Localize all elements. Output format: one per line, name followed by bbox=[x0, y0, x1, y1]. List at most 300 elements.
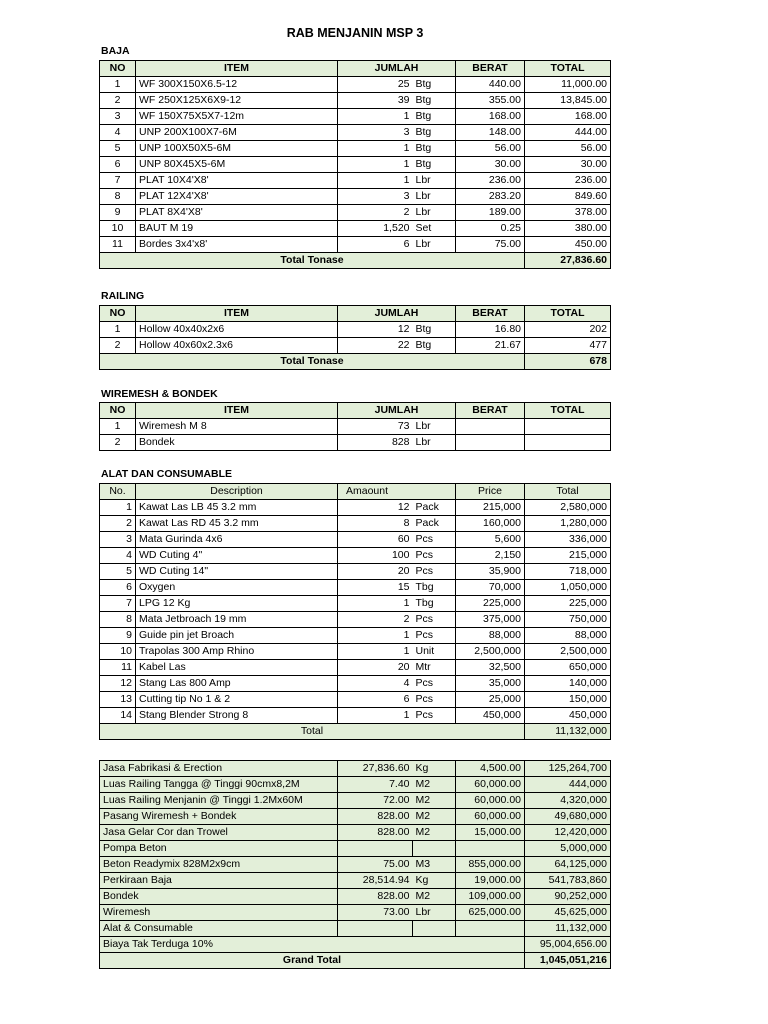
cell-item: UNP 200X100X7-6M bbox=[136, 125, 338, 141]
cell-qty: 12 bbox=[338, 500, 413, 516]
table-row bbox=[100, 660, 611, 676]
cell-no: 2 bbox=[100, 338, 136, 354]
cell-berat: 283.20 bbox=[456, 189, 525, 205]
header-jumlah: JUMLAH bbox=[338, 403, 456, 419]
summary-qty: 828.00 bbox=[338, 889, 413, 905]
cell-qty: 1,520 bbox=[338, 221, 413, 237]
cell-qty: 1 bbox=[338, 157, 413, 173]
total-row bbox=[100, 253, 611, 269]
header-no: NO bbox=[100, 306, 136, 322]
cell-berat: 189.00 bbox=[456, 205, 525, 221]
cell-qty: 828 bbox=[338, 435, 413, 451]
summary-qty: 7.40 bbox=[338, 777, 413, 793]
cell-no: 5 bbox=[100, 141, 136, 157]
table-row bbox=[100, 77, 611, 93]
table-row bbox=[100, 237, 611, 253]
grand-total-label: Grand Total bbox=[100, 953, 525, 969]
header-berat: Price bbox=[456, 484, 525, 500]
cell-item: UNP 100X50X5-6M bbox=[136, 141, 338, 157]
summary-price: 19,000.00 bbox=[456, 873, 525, 889]
cell-unit: Tbg bbox=[413, 580, 456, 596]
cell-qty: 1 bbox=[338, 644, 413, 660]
total-row bbox=[100, 724, 611, 740]
cell-total: 56.00 bbox=[525, 141, 611, 157]
cell-price: 32,500 bbox=[456, 660, 525, 676]
cell-unit: Mtr bbox=[413, 660, 456, 676]
header-berat: BERAT bbox=[456, 61, 525, 77]
cell-item: WF 150X75X5X7-12m bbox=[136, 109, 338, 125]
cell-qty: 15 bbox=[338, 580, 413, 596]
summary-unit: M2 bbox=[413, 777, 456, 793]
summary-price: 60,000.00 bbox=[456, 777, 525, 793]
cell-no: 10 bbox=[100, 221, 136, 237]
summary-total: 11,132,000 bbox=[525, 921, 611, 937]
cell-unit: Pcs bbox=[413, 532, 456, 548]
cell-unit: Pcs bbox=[413, 564, 456, 580]
summary-unit: M2 bbox=[413, 793, 456, 809]
cell-item: Hollow 40x40x2x6 bbox=[136, 322, 338, 338]
cell-total: 236.00 bbox=[525, 173, 611, 189]
summary-desc: Beton Readymix 828M2x9cm bbox=[100, 857, 338, 873]
table-row bbox=[100, 157, 611, 173]
cell-qty: 4 bbox=[338, 676, 413, 692]
summary-total: 125,264,700 bbox=[525, 761, 611, 777]
cell-item: BAUT M 19 bbox=[136, 221, 338, 237]
summary-desc: Bondek bbox=[100, 889, 338, 905]
summary-unit: M3 bbox=[413, 857, 456, 873]
cell-unit: Pack bbox=[413, 516, 456, 532]
cell-item: Mata Gurinda 4x6 bbox=[136, 532, 338, 548]
cell-qty: 6 bbox=[338, 692, 413, 708]
railing-table bbox=[99, 305, 611, 370]
cell-price: 2,150 bbox=[456, 548, 525, 564]
summary-total: 64,125,000 bbox=[525, 857, 611, 873]
header-total: TOTAL bbox=[525, 61, 611, 77]
cell-total: 30.00 bbox=[525, 157, 611, 173]
total-value: 678 bbox=[525, 354, 611, 370]
cell-no: 3 bbox=[100, 532, 136, 548]
cell-no: 4 bbox=[100, 125, 136, 141]
cell-berat: 21.67 bbox=[456, 338, 525, 354]
cell-item: WF 250X125X6X9-12 bbox=[136, 93, 338, 109]
cell-berat: 16.80 bbox=[456, 322, 525, 338]
cell-total: 450.00 bbox=[525, 237, 611, 253]
cell-total: 336,000 bbox=[525, 532, 611, 548]
total-label: Total bbox=[100, 724, 525, 740]
cell-no: 3 bbox=[100, 109, 136, 125]
cell-no: 11 bbox=[100, 660, 136, 676]
cell-qty: 20 bbox=[338, 564, 413, 580]
summary-price: 625,000.00 bbox=[456, 905, 525, 921]
cell-item: WD Cuting 14" bbox=[136, 564, 338, 580]
cell-qty: 3 bbox=[338, 189, 413, 205]
cell-no: 1 bbox=[100, 77, 136, 93]
summary-price bbox=[456, 921, 525, 937]
summary-qty: 72.00 bbox=[338, 793, 413, 809]
table-row bbox=[100, 205, 611, 221]
cell-qty: 39 bbox=[338, 93, 413, 109]
header-berat: BERAT bbox=[456, 306, 525, 322]
summary-total: 45,625,000 bbox=[525, 905, 611, 921]
cell-unit: Lbr bbox=[413, 173, 456, 189]
summary-row bbox=[100, 825, 611, 841]
cell-unit: Pcs bbox=[413, 676, 456, 692]
summary-desc: Biaya Tak Terduga 10% bbox=[100, 937, 525, 953]
summary-row bbox=[100, 793, 611, 809]
cell-qty: 1 bbox=[338, 628, 413, 644]
table-row bbox=[100, 419, 611, 435]
cell-item: PLAT 10X4'X8' bbox=[136, 173, 338, 189]
cell-unit: Pcs bbox=[413, 692, 456, 708]
summary-unit: Kg bbox=[413, 761, 456, 777]
header-jumlah: JUMLAH bbox=[338, 61, 456, 77]
cell-berat bbox=[456, 435, 525, 451]
cell-unit: Pcs bbox=[413, 628, 456, 644]
cell-no: 8 bbox=[100, 612, 136, 628]
summary-qty: 828.00 bbox=[338, 825, 413, 841]
cell-price: 160,000 bbox=[456, 516, 525, 532]
cell-item: Bondek bbox=[136, 435, 338, 451]
cell-unit: Pcs bbox=[413, 708, 456, 724]
summary-unit bbox=[413, 921, 456, 937]
cell-total: 215,000 bbox=[525, 548, 611, 564]
cell-no: 13 bbox=[100, 692, 136, 708]
cell-berat: 75.00 bbox=[456, 237, 525, 253]
header-item: ITEM bbox=[136, 61, 338, 77]
cell-no: 1 bbox=[100, 419, 136, 435]
summary-qty: 75.00 bbox=[338, 857, 413, 873]
summary-unit: Lbr bbox=[413, 905, 456, 921]
cell-price: 450,000 bbox=[456, 708, 525, 724]
cell-berat: 148.00 bbox=[456, 125, 525, 141]
table-row bbox=[100, 516, 611, 532]
table-row bbox=[100, 708, 611, 724]
cell-no: 12 bbox=[100, 676, 136, 692]
summary-row bbox=[100, 873, 611, 889]
table-row bbox=[100, 548, 611, 564]
cell-unit: Btg bbox=[413, 93, 456, 109]
alat-table bbox=[99, 483, 611, 740]
header-no: No. bbox=[100, 484, 136, 500]
cell-qty: 73 bbox=[338, 419, 413, 435]
summary-total: 5,000,000 bbox=[525, 841, 611, 857]
cell-berat: 168.00 bbox=[456, 109, 525, 125]
cell-item: WD Cuting 4" bbox=[136, 548, 338, 564]
cell-price: 225,000 bbox=[456, 596, 525, 612]
cell-unit: Btg bbox=[413, 322, 456, 338]
cell-item: Trapolas 300 Amp Rhino bbox=[136, 644, 338, 660]
cell-total: 718,000 bbox=[525, 564, 611, 580]
section-label-alat: ALAT DAN CONSUMABLE bbox=[101, 468, 233, 480]
cell-total: 88,000 bbox=[525, 628, 611, 644]
cell-berat: 56.00 bbox=[456, 141, 525, 157]
summary-total: 444,000 bbox=[525, 777, 611, 793]
cell-no: 7 bbox=[100, 596, 136, 612]
cell-no: 9 bbox=[100, 205, 136, 221]
cell-qty: 2 bbox=[338, 612, 413, 628]
header-total: TOTAL bbox=[525, 403, 611, 419]
cell-no: 1 bbox=[100, 500, 136, 516]
total-label: Total Tonase bbox=[100, 253, 525, 269]
cell-qty: 22 bbox=[338, 338, 413, 354]
cell-item: Cutting tip No 1 & 2 bbox=[136, 692, 338, 708]
summary-row bbox=[100, 841, 611, 857]
cell-total: 378.00 bbox=[525, 205, 611, 221]
cell-total bbox=[525, 435, 611, 451]
table-row bbox=[100, 612, 611, 628]
section-label-baja: BAJA bbox=[101, 45, 130, 57]
baja-table bbox=[99, 60, 611, 269]
total-value: 27,836.60 bbox=[525, 253, 611, 269]
table-row bbox=[100, 221, 611, 237]
cell-unit: Set bbox=[413, 221, 456, 237]
cell-qty: 8 bbox=[338, 516, 413, 532]
cell-item: Hollow 40x60x2.3x6 bbox=[136, 338, 338, 354]
cell-item: Kawat Las LB 45 3.2 mm bbox=[136, 500, 338, 516]
cell-item: Mata Jetbroach 19 mm bbox=[136, 612, 338, 628]
summary-desc: Luas Railing Tangga @ Tinggi 90cmx8,2M bbox=[100, 777, 338, 793]
table-row bbox=[100, 564, 611, 580]
cell-price: 215,000 bbox=[456, 500, 525, 516]
cell-item: UNP 80X45X5-6M bbox=[136, 157, 338, 173]
summary-unit: M2 bbox=[413, 889, 456, 905]
cell-berat: 236.00 bbox=[456, 173, 525, 189]
cell-total: 450,000 bbox=[525, 708, 611, 724]
cell-unit: Lbr bbox=[413, 237, 456, 253]
summary-qty bbox=[338, 841, 413, 857]
summary-row bbox=[100, 777, 611, 793]
cell-item: WF 300X150X6.5-12 bbox=[136, 77, 338, 93]
cell-item: Guide pin jet Broach bbox=[136, 628, 338, 644]
header-no: NO bbox=[100, 61, 136, 77]
summary-row bbox=[100, 857, 611, 873]
table-row bbox=[100, 173, 611, 189]
cell-no: 8 bbox=[100, 189, 136, 205]
total-value: 11,132,000 bbox=[525, 724, 611, 740]
cell-no: 14 bbox=[100, 708, 136, 724]
cell-unit: Pcs bbox=[413, 548, 456, 564]
cell-unit: Tbg bbox=[413, 596, 456, 612]
summary-desc: Perkiraan Baja bbox=[100, 873, 338, 889]
summary-price: 109,000.00 bbox=[456, 889, 525, 905]
header-total: TOTAL bbox=[525, 306, 611, 322]
table-row bbox=[100, 338, 611, 354]
header-berat: BERAT bbox=[456, 403, 525, 419]
cell-item: Wiremesh M 8 bbox=[136, 419, 338, 435]
cell-total: 150,000 bbox=[525, 692, 611, 708]
cell-total: 2,500,000 bbox=[525, 644, 611, 660]
header-total: Total bbox=[525, 484, 611, 500]
summary-total: 49,680,000 bbox=[525, 809, 611, 825]
cell-unit: Lbr bbox=[413, 419, 456, 435]
cell-price: 35,900 bbox=[456, 564, 525, 580]
table-row bbox=[100, 322, 611, 338]
table-header-row bbox=[100, 61, 611, 77]
cell-total: 202 bbox=[525, 322, 611, 338]
cell-price: 70,000 bbox=[456, 580, 525, 596]
summary-desc: Alat & Consumable bbox=[100, 921, 338, 937]
cell-item: Stang Blender Strong 8 bbox=[136, 708, 338, 724]
cell-no: 7 bbox=[100, 173, 136, 189]
cell-no: 5 bbox=[100, 564, 136, 580]
summary-price: 4,500.00 bbox=[456, 761, 525, 777]
summary-price: 15,000.00 bbox=[456, 825, 525, 841]
summary-row bbox=[100, 921, 611, 937]
table-row bbox=[100, 93, 611, 109]
cell-berat: 0.25 bbox=[456, 221, 525, 237]
table-header-row bbox=[100, 403, 611, 419]
cell-unit: Lbr bbox=[413, 435, 456, 451]
cell-total: 1,280,000 bbox=[525, 516, 611, 532]
cell-total: 477 bbox=[525, 338, 611, 354]
section-label-wiremesh: WIREMESH & BONDEK bbox=[101, 388, 218, 400]
cell-unit: Btg bbox=[413, 109, 456, 125]
table-row bbox=[100, 580, 611, 596]
header-item: ITEM bbox=[136, 306, 338, 322]
cell-item: LPG 12 Kg bbox=[136, 596, 338, 612]
cell-total: 225,000 bbox=[525, 596, 611, 612]
section-label-railing: RAILING bbox=[101, 290, 145, 302]
header-no: NO bbox=[100, 403, 136, 419]
summary-total: 95,004,656.00 bbox=[525, 937, 611, 953]
summary-table bbox=[99, 760, 611, 969]
total-row bbox=[100, 354, 611, 370]
cell-total: 444.00 bbox=[525, 125, 611, 141]
cell-item: Stang Las 800 Amp bbox=[136, 676, 338, 692]
cell-qty: 1 bbox=[338, 708, 413, 724]
cell-qty: 20 bbox=[338, 660, 413, 676]
cell-berat: 355.00 bbox=[456, 93, 525, 109]
cell-total: 750,000 bbox=[525, 612, 611, 628]
summary-total: 12,420,000 bbox=[525, 825, 611, 841]
summary-price: 60,000.00 bbox=[456, 793, 525, 809]
summary-qty bbox=[338, 921, 413, 937]
cell-total: 380.00 bbox=[525, 221, 611, 237]
table-row bbox=[100, 189, 611, 205]
summary-desc: Wiremesh bbox=[100, 905, 338, 921]
table-row bbox=[100, 125, 611, 141]
summary-desc: Pasang Wiremesh + Bondek bbox=[100, 809, 338, 825]
table-row bbox=[100, 141, 611, 157]
cell-no: 11 bbox=[100, 237, 136, 253]
summary-row bbox=[100, 809, 611, 825]
cell-no: 9 bbox=[100, 628, 136, 644]
total-label: Total Tonase bbox=[100, 354, 525, 370]
cell-qty: 60 bbox=[338, 532, 413, 548]
summary-row bbox=[100, 905, 611, 921]
cell-price: 5,600 bbox=[456, 532, 525, 548]
summary-row bbox=[100, 889, 611, 905]
summary-total: 90,252,000 bbox=[525, 889, 611, 905]
summary-qty: 28,514.94 bbox=[338, 873, 413, 889]
cell-item: Bordes 3x4'x8' bbox=[136, 237, 338, 253]
summary-unit bbox=[413, 841, 456, 857]
cell-total: 168.00 bbox=[525, 109, 611, 125]
summary-price: 60,000.00 bbox=[456, 809, 525, 825]
cell-total: 11,000.00 bbox=[525, 77, 611, 93]
cell-item: Kabel Las bbox=[136, 660, 338, 676]
summary-qty: 27,836.60 bbox=[338, 761, 413, 777]
cell-qty: 3 bbox=[338, 125, 413, 141]
cell-no: 10 bbox=[100, 644, 136, 660]
summary-row bbox=[100, 937, 611, 953]
summary-unit: Kg bbox=[413, 873, 456, 889]
summary-desc: Jasa Gelar Cor dan Trowel bbox=[100, 825, 338, 841]
cell-unit: Lbr bbox=[413, 205, 456, 221]
cell-item: PLAT 8X4'X8' bbox=[136, 205, 338, 221]
cell-total: 650,000 bbox=[525, 660, 611, 676]
summary-row bbox=[100, 761, 611, 777]
cell-price: 25,000 bbox=[456, 692, 525, 708]
table-row bbox=[100, 692, 611, 708]
cell-item: PLAT 12X4'X8' bbox=[136, 189, 338, 205]
cell-price: 35,000 bbox=[456, 676, 525, 692]
cell-price: 375,000 bbox=[456, 612, 525, 628]
cell-qty: 100 bbox=[338, 548, 413, 564]
table-row bbox=[100, 532, 611, 548]
cell-berat bbox=[456, 419, 525, 435]
summary-unit: M2 bbox=[413, 825, 456, 841]
cell-total: 13,845.00 bbox=[525, 93, 611, 109]
summary-price: 855,000.00 bbox=[456, 857, 525, 873]
cell-no: 2 bbox=[100, 435, 136, 451]
table-row bbox=[100, 435, 611, 451]
page-title: RAB MENJANIN MSP 3 bbox=[286, 26, 424, 40]
cell-unit: Btg bbox=[413, 141, 456, 157]
cell-qty: 2 bbox=[338, 205, 413, 221]
header-jumlah: JUMLAH bbox=[338, 306, 456, 322]
summary-desc: Pompa Beton bbox=[100, 841, 338, 857]
table-row bbox=[100, 500, 611, 516]
wiremesh-table bbox=[99, 402, 611, 451]
cell-total: 2,580,000 bbox=[525, 500, 611, 516]
cell-qty: 1 bbox=[338, 141, 413, 157]
cell-berat: 440.00 bbox=[456, 77, 525, 93]
grand-total-row bbox=[100, 953, 611, 969]
summary-unit: M2 bbox=[413, 809, 456, 825]
grand-total-value: 1,045,051,216 bbox=[525, 953, 611, 969]
cell-price: 2,500,000 bbox=[456, 644, 525, 660]
table-header-row bbox=[100, 306, 611, 322]
table-row bbox=[100, 596, 611, 612]
table-header-row bbox=[100, 484, 611, 500]
cell-unit: Btg bbox=[413, 338, 456, 354]
cell-item: Kawat Las RD 45 3.2 mm bbox=[136, 516, 338, 532]
header-item: Description bbox=[136, 484, 338, 500]
cell-item: Oxygen bbox=[136, 580, 338, 596]
table-row bbox=[100, 676, 611, 692]
cell-qty: 25 bbox=[338, 77, 413, 93]
cell-qty: 12 bbox=[338, 322, 413, 338]
cell-unit: Btg bbox=[413, 125, 456, 141]
cell-unit: Pcs bbox=[413, 612, 456, 628]
cell-unit: Lbr bbox=[413, 189, 456, 205]
cell-total: 140,000 bbox=[525, 676, 611, 692]
header-jumlah: Amaount bbox=[338, 484, 456, 500]
cell-total: 1,050,000 bbox=[525, 580, 611, 596]
cell-unit: Unit bbox=[413, 644, 456, 660]
table-row bbox=[100, 628, 611, 644]
cell-no: 1 bbox=[100, 322, 136, 338]
header-item: ITEM bbox=[136, 403, 338, 419]
cell-qty: 1 bbox=[338, 596, 413, 612]
cell-unit: Btg bbox=[413, 77, 456, 93]
cell-unit: Btg bbox=[413, 157, 456, 173]
summary-total: 4,320,000 bbox=[525, 793, 611, 809]
cell-total: 849.60 bbox=[525, 189, 611, 205]
summary-desc: Luas Railing Menjanin @ Tinggi 1.2Mx60M bbox=[100, 793, 338, 809]
summary-qty: 73.00 bbox=[338, 905, 413, 921]
